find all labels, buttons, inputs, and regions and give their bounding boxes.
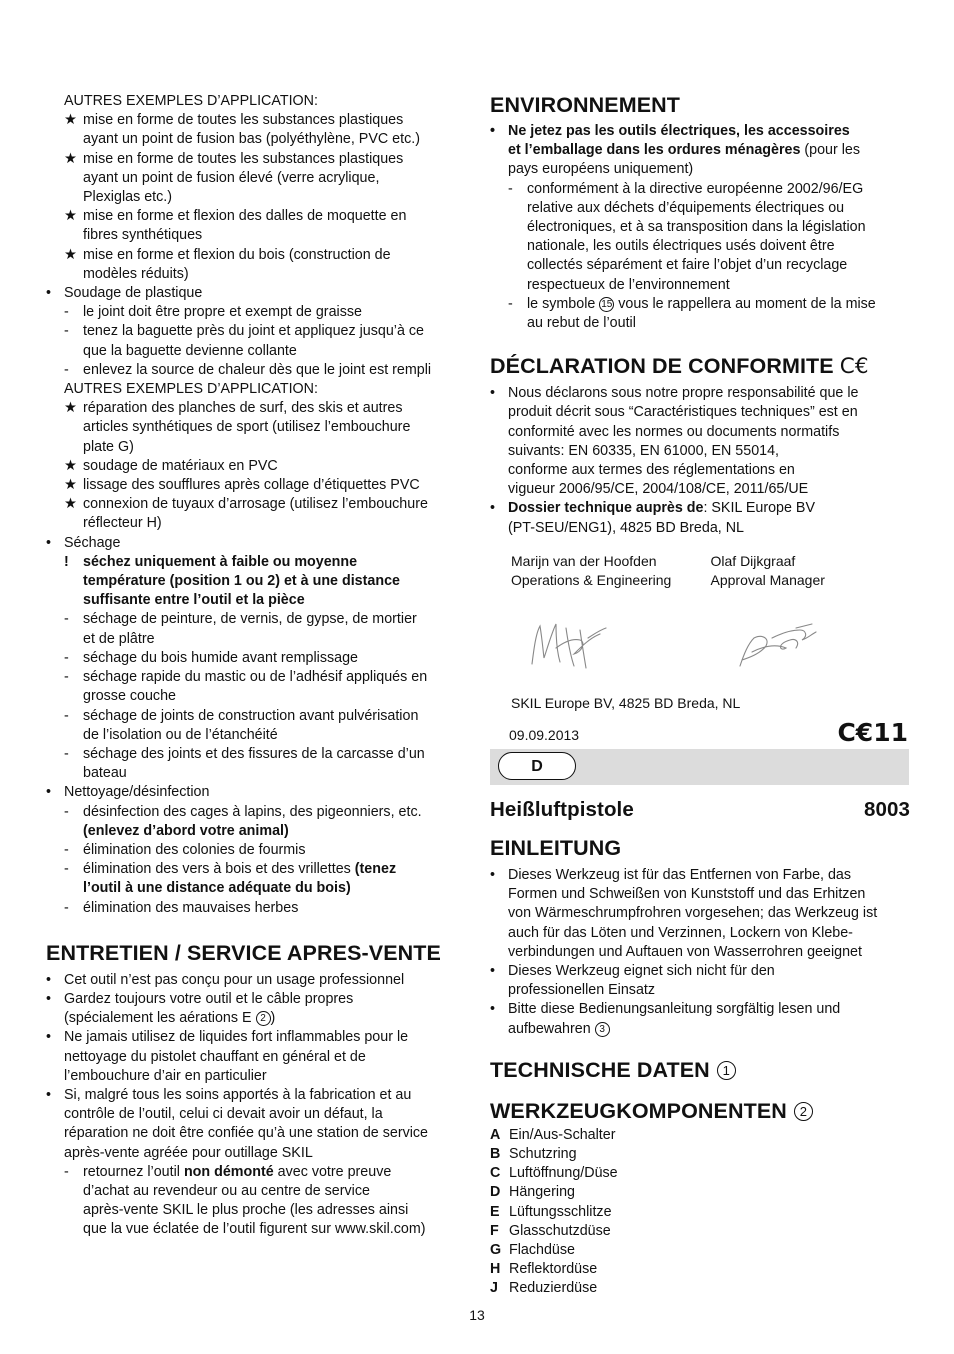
component-letter: G	[490, 1242, 502, 1259]
service-item-text: nettoyage du pistolet chauffant en général et de	[64, 1048, 366, 1065]
introduction-item	[490, 1020, 910, 1039]
application-example	[46, 457, 466, 476]
environment-item	[490, 160, 910, 179]
application-example	[46, 111, 466, 130]
conformity-heading-text: DÉCLARATION DE CONFORMITE	[490, 354, 834, 379]
conformity-item	[490, 461, 910, 480]
product-number: 8003	[863, 798, 910, 821]
cleaning-step	[46, 841, 466, 860]
dash-marker: -	[508, 180, 513, 197]
application-example-text: modèles réduits)	[83, 265, 189, 282]
warning-icon: !	[64, 553, 69, 570]
signatory-name: Olaf Dijkgraaf	[710, 552, 796, 569]
service-step-bold: non démonté	[183, 1163, 274, 1180]
dash-marker: -	[64, 649, 69, 666]
application-example-text: articles synthétiques de sport (utilisez l’embouchure	[83, 419, 411, 436]
star-bullet-icon: ★	[64, 150, 77, 167]
introduction-item	[490, 904, 910, 923]
bullet-icon: •	[490, 963, 496, 980]
figure-ref-icon: 2	[794, 1102, 813, 1121]
component-letter: A	[490, 1126, 501, 1143]
cleaning-step-text: élimination des colonies de fourmis	[83, 841, 306, 858]
environment-step	[490, 314, 910, 333]
component-letter: F	[490, 1222, 499, 1239]
conformity-item	[490, 384, 910, 403]
tool-components-heading	[490, 1098, 910, 1124]
bullet-icon: •	[490, 1001, 496, 1018]
cleaning-step	[46, 860, 466, 879]
spacer	[490, 1039, 910, 1057]
drying-warning	[46, 553, 466, 572]
environment-heading: ENVIRONNEMENT	[490, 93, 681, 117]
language-code-badge: D	[498, 752, 576, 780]
welding-item-text: Soudage de plastique	[64, 285, 203, 302]
page-number: 13	[469, 1307, 485, 1323]
bullet-icon: •	[46, 784, 52, 801]
cleaning-step	[46, 899, 466, 918]
dash-marker: -	[64, 304, 69, 321]
component-list-item	[490, 1279, 910, 1298]
star-bullet-icon: ★	[64, 457, 77, 474]
drying-warning-text: suffisante entre l’outil et la pièce	[83, 592, 305, 609]
welding-item	[46, 284, 466, 303]
other-examples-heading	[46, 380, 466, 399]
service-item	[46, 1086, 466, 1105]
application-example	[46, 476, 466, 495]
conformity-item-text: conformité avec les normes ou documents normatifs	[508, 423, 840, 440]
bullet-icon: •	[46, 1029, 52, 1046]
service-step	[46, 1163, 466, 1182]
conformity-item-bold: Dossier technique auprès de	[508, 500, 704, 517]
cleaning-item-text: Nettoyage/désinfection	[64, 784, 210, 801]
product-name: Heißluftpistole	[490, 798, 634, 821]
environment-step-text: vous le rappellera au moment de la mise	[614, 295, 876, 312]
spacer	[46, 918, 466, 940]
component-list-item	[490, 1203, 910, 1222]
service-item	[46, 1048, 466, 1067]
technical-data-heading	[490, 1057, 910, 1083]
spacer	[490, 1083, 910, 1098]
environment-step-text: le symbole	[527, 295, 600, 312]
bullet-icon: •	[46, 285, 52, 302]
introduction-item	[490, 866, 910, 885]
other-examples-heading-text: AUTRES EXEMPLES D’APPLICATION:	[64, 93, 318, 109]
drying-step-text: séchage de peinture, de vernis, de gypse, de mortier	[83, 611, 417, 628]
application-example-text: ayant un point de fusion bas (polyéthylène, PVC etc.)	[83, 131, 420, 148]
welding-step-text: tenez la baguette près du joint et appliquez jusqu’à ce	[83, 323, 424, 340]
service-step	[46, 1201, 466, 1220]
drying-step-text: et de plâtre	[83, 630, 155, 647]
signatories	[490, 552, 910, 590]
signature-1-icon	[532, 624, 606, 668]
service-step	[46, 1182, 466, 1201]
component-list-item	[490, 1260, 910, 1279]
component-list-item	[490, 1164, 910, 1183]
drying-item	[46, 534, 466, 553]
other-examples-heading-text: AUTRES EXEMPLES D’APPLICATION:	[64, 381, 318, 398]
spacer	[490, 333, 910, 353]
component-label: Hängering	[509, 1184, 575, 1201]
conformity-item-text: suivants: EN 60335, EN 61000, EN 55014,	[508, 442, 780, 459]
introduction-item-text: Bitte diese Bedienungsanleitung sorgfältig lesen und	[508, 1001, 841, 1018]
drying-step	[46, 726, 466, 745]
conformity-heading	[490, 353, 910, 380]
component-label: Reduzierdüse	[509, 1280, 598, 1297]
ce-mark-icon: C€	[839, 354, 869, 380]
introduction-item-text: Dieses Werkzeug ist für das Entfernen von Farbe, das	[508, 867, 852, 883]
conformity-item	[490, 499, 910, 518]
left-column	[46, 92, 466, 1240]
environment-step	[490, 256, 910, 275]
component-list-item	[490, 1222, 910, 1241]
welding-step	[46, 303, 466, 322]
application-example-text: réflecteur H)	[83, 515, 162, 532]
application-example	[46, 207, 466, 226]
application-example	[46, 514, 466, 533]
cleaning-step-note	[46, 879, 466, 898]
environment-step	[490, 180, 910, 199]
component-letter: J	[490, 1280, 498, 1297]
application-example-text: plate G)	[83, 438, 134, 455]
dash-marker: -	[64, 361, 69, 378]
service-item	[46, 1105, 466, 1124]
application-example-text: connexion de tuyaux d’arrosage (utilisez l’embouchure	[83, 496, 428, 513]
drying-step-text: séchage rapide du mastic ou de l’adhésif appliqués en	[83, 669, 428, 686]
environment-item-text: (pour les	[800, 142, 861, 159]
welding-step	[46, 322, 466, 341]
conformity-item	[490, 442, 910, 461]
figure-ref-icon: 1	[717, 1061, 736, 1080]
cleaning-step-bold: (tenez	[354, 861, 397, 878]
environment-step-text: collectés séparément et faire l’objet d’un recyclage	[527, 257, 848, 274]
service-step-text: avec votre preuve	[273, 1163, 392, 1180]
service-item	[46, 1009, 466, 1028]
service-step-text: retournez l’outil	[83, 1163, 184, 1180]
environment-step	[490, 199, 910, 218]
component-label: Reflektordüse	[509, 1261, 598, 1278]
signatory-2	[711, 552, 911, 590]
figure-ref-icon: 3	[595, 1022, 610, 1037]
service-heading: ENTRETIEN / SERVICE APRES-VENTE	[46, 940, 441, 965]
welding-step	[46, 361, 466, 380]
conformity-item-text: : SKIL Europe BV	[703, 500, 815, 517]
service-item	[46, 990, 466, 1009]
application-example-text: mise en forme et flexion du bois (construction de	[83, 246, 391, 263]
conformity-item-text: conforme aux termes des réglementations en	[508, 462, 795, 479]
welding-step	[46, 342, 466, 361]
signature-2-icon	[740, 624, 816, 666]
bullet-icon: •	[46, 990, 52, 1007]
service-step-text: après-vente SKIL le plus proche (les adresses ainsi	[83, 1202, 409, 1219]
component-label: Flachdüse	[509, 1242, 575, 1259]
introduction-item-text: auch für das Löten und Verzinnen, Lockern von Klebe-	[508, 924, 853, 941]
service-item	[46, 1028, 466, 1047]
component-label: Glasschutzdüse	[509, 1222, 611, 1239]
environment-item-text: Ne jetez pas les outils électriques, les accessoires	[508, 123, 850, 139]
service-item-text: Cet outil n’est pas conçu pour un usage professionnel	[64, 971, 405, 988]
component-list-item	[490, 1241, 910, 1260]
application-example	[46, 246, 466, 265]
dash-marker: -	[64, 803, 69, 820]
introduction-item	[490, 981, 910, 1000]
drying-step	[46, 745, 466, 764]
conformity-item	[490, 403, 910, 422]
star-bullet-icon: ★	[64, 246, 77, 263]
component-list-item	[490, 1183, 910, 1202]
service-item-text: Si, malgré tous les soins apportés à la fabrication et au	[64, 1086, 412, 1103]
environment-step-text: relative aux déchets d’équipements électriques ou	[527, 199, 845, 216]
bullet-icon: •	[490, 867, 496, 883]
bullet-icon: •	[46, 534, 52, 551]
application-example	[46, 495, 466, 514]
application-example	[46, 399, 466, 418]
conformity-item-text: vigueur 2006/95/CE, 2004/108/CE, 2011/65/UE	[508, 481, 809, 498]
dash-marker: -	[64, 707, 69, 724]
environment-item-bold: et l’emballage dans les ordures ménagères	[508, 142, 801, 159]
dash-marker: -	[64, 861, 69, 878]
figure-ref-icon: 2	[256, 1011, 271, 1026]
application-example-text: soudage de matériaux en PVC	[83, 457, 278, 474]
application-example	[46, 226, 466, 245]
right-column	[490, 92, 910, 747]
dash-marker: -	[508, 295, 513, 312]
product-title-row	[490, 797, 910, 823]
cleaning-step	[46, 803, 466, 822]
drying-warning	[46, 572, 466, 591]
application-example	[46, 188, 466, 207]
environment-item	[490, 122, 910, 141]
drying-step	[46, 707, 466, 726]
service-step-text: que la vue éclatée de l’outil figurent sur www.skil.com)	[83, 1221, 426, 1238]
service-step	[46, 1220, 466, 1239]
drying-warning	[46, 591, 466, 610]
conformity-item	[490, 519, 910, 538]
application-example	[46, 438, 466, 457]
environment-step-text: respectueux de l’environnement	[527, 276, 730, 293]
environment-step	[490, 295, 910, 314]
dash-marker: -	[64, 611, 69, 628]
bullet-icon: •	[46, 1086, 52, 1103]
application-example-text: mise en forme et flexion des dalles de moquette en	[83, 208, 407, 225]
drying-warning-text: température (position 1 ou 2) et à une distance	[83, 573, 400, 590]
service-item-text: contrôle de l’outil, celui ci devait avoir un défaut, la	[64, 1106, 383, 1123]
environment-step	[490, 218, 910, 237]
cleaning-step-note-text: (enlevez d’abord votre animal)	[83, 822, 289, 839]
spacer	[490, 823, 910, 835]
application-example-text: fibres synthétiques	[83, 227, 203, 244]
conformity-item-text: Nous déclarons sous notre propre responsabilité que le	[508, 385, 859, 402]
component-list-item	[490, 1145, 910, 1164]
introduction-item-text: professionellen Einsatz	[508, 982, 656, 999]
drying-step-text: séchage de joints de construction avant pulvérisation	[83, 707, 419, 724]
service-item-text: Gardez toujours votre outil et le câble propres	[64, 990, 354, 1007]
spacer	[490, 538, 910, 552]
introduction-item	[490, 962, 910, 981]
environment-item-text: pays européens uniquement)	[508, 161, 694, 178]
introduction-item	[490, 1000, 910, 1019]
application-example-text: mise en forme de toutes les substances plastiques	[83, 150, 404, 167]
drying-step	[46, 687, 466, 706]
signatory-title: Approval Manager	[710, 572, 825, 589]
drying-step	[46, 668, 466, 687]
company-address: SKIL Europe BV, 4825 BD Breda, NL	[511, 695, 741, 712]
cleaning-step-text: désinfection des cages à lapins, des pigeonniers, etc.	[83, 803, 422, 820]
introduction-item-text: verbindungen und Auftauen von Wasserrohren geeignet	[508, 943, 862, 960]
application-example-text: mise en forme de toutes les substances plastiques	[83, 112, 404, 129]
cleaning-step-text: élimination des mauvaises herbes	[83, 899, 299, 916]
drying-step-text: grosse couche	[83, 688, 176, 705]
welding-step-text: enlevez la source de chaleur dès que le joint est rempli	[83, 361, 432, 378]
component-list-item	[490, 1126, 910, 1145]
date-row	[490, 717, 910, 747]
drying-item-text: Séchage	[64, 534, 121, 551]
bullet-icon: •	[490, 385, 496, 402]
bullet-icon: •	[46, 971, 52, 988]
service-item	[46, 971, 466, 990]
component-letter: E	[490, 1203, 500, 1220]
service-item	[46, 1067, 466, 1086]
application-example	[46, 150, 466, 169]
cleaning-step-text: élimination des vers à bois et des vrillettes	[83, 861, 355, 878]
service-item-text: après-vente agréée pour outillage SKIL	[64, 1144, 313, 1161]
signatory-1	[511, 552, 711, 590]
welding-step-text: que la baguette devienne collante	[83, 342, 297, 359]
component-letter: C	[490, 1165, 501, 1182]
german-section	[490, 797, 910, 1299]
technical-data-heading-text: TECHNISCHE DATEN	[490, 1057, 710, 1082]
cleaning-item	[46, 783, 466, 802]
star-bullet-icon: ★	[64, 400, 77, 417]
introduction-item	[490, 885, 910, 904]
conformity-item	[490, 480, 910, 499]
star-bullet-icon: ★	[64, 477, 77, 494]
service-item	[46, 1144, 466, 1163]
environment-step-text: conformément à la directive européenne 2002/96/EG	[527, 180, 864, 197]
service-item-text: )	[270, 1010, 276, 1027]
drying-step-text: bateau	[83, 765, 127, 782]
service-item-text: l’embouchure d’air en particulier	[64, 1067, 267, 1084]
signatory-name: Marijn van der Hoofden	[511, 552, 657, 569]
dash-marker: -	[64, 899, 69, 916]
bullet-icon: •	[490, 500, 496, 517]
dash-marker: -	[64, 841, 69, 858]
application-example	[46, 169, 466, 188]
star-bullet-icon: ★	[64, 112, 77, 129]
service-step-text: d’achat au revendeur ou au centre de service	[83, 1182, 370, 1199]
conformity-item	[490, 423, 910, 442]
component-label: Ein/Aus-Schalter	[509, 1126, 616, 1143]
environment-step-text: au rebut de l’outil	[527, 315, 636, 332]
component-letter: H	[490, 1261, 501, 1278]
dash-marker: -	[64, 1163, 69, 1180]
drying-step	[46, 630, 466, 649]
component-letter: D	[490, 1184, 501, 1201]
introduction-item-text: Dieses Werkzeug eignet sich nicht für den	[508, 963, 775, 980]
dash-marker: -	[64, 669, 69, 686]
component-letter: B	[490, 1146, 501, 1163]
declaration-date: 09.09.2013	[509, 726, 580, 743]
language-bar	[490, 749, 909, 785]
environment-step-text: nationale, les outils électriques usés doivent être	[527, 238, 835, 255]
signature-area	[490, 608, 910, 684]
application-example-text: Plexiglas etc.)	[83, 189, 172, 206]
drying-step	[46, 610, 466, 629]
signatory-title: Operations & Engineering	[511, 572, 672, 589]
introduction-item-text: aufbewahren	[508, 1020, 595, 1037]
cleaning-step-note	[46, 822, 466, 841]
introduction-item-text: Formen und Schweißen von Kunststoff und das Erhitzen	[508, 886, 866, 903]
tool-components-heading-text: WERKZEUGKOMPONENTEN	[490, 1098, 787, 1123]
service-item-text: Ne jamais utilisez de liquides fort inflammables pour le	[64, 1029, 409, 1046]
symbol-ref-icon: 15	[601, 298, 613, 310]
introduction-heading: EINLEITUNG	[490, 836, 622, 860]
drying-step	[46, 764, 466, 783]
other-examples-heading	[46, 92, 466, 111]
environment-step	[490, 237, 910, 256]
environment-step	[490, 276, 910, 295]
service-item-text: (spécialement les aérations E	[64, 1010, 256, 1027]
handwritten-signatures	[490, 608, 910, 678]
drying-step-text: séchage du bois humide avant remplissage	[83, 649, 358, 666]
component-label: Schutzring	[509, 1146, 577, 1163]
introduction-item	[490, 924, 910, 943]
welding-step-text: le joint doit être propre et exempt de graisse	[83, 304, 362, 321]
service-item	[46, 1124, 466, 1143]
environment-item	[490, 141, 910, 160]
conformity-item-text: produit décrit sous “Caractéristiques techniques” est en	[508, 404, 858, 421]
application-example-text: lissage des soufflures après collage d’étiquettes PVC	[83, 477, 420, 494]
bullet-icon: •	[490, 123, 496, 139]
drying-warning-text: séchez uniquement à faible ou moyenne	[83, 553, 358, 570]
star-bullet-icon: ★	[64, 496, 77, 513]
service-item-text: réparation ne doit être confiée qu’à une station de service	[64, 1125, 429, 1142]
dash-marker: -	[64, 745, 69, 762]
dash-marker: -	[64, 323, 69, 340]
application-example	[46, 418, 466, 437]
environment-step-text: électroniques, et à sa transposition dans la législation	[527, 219, 866, 236]
application-example	[46, 265, 466, 284]
introduction-item	[490, 943, 910, 962]
cleaning-step-text: l’outil à une distance adéquate du bois)	[83, 880, 351, 897]
ce-mark-icon: C€11	[837, 717, 908, 747]
application-example	[46, 130, 466, 149]
drying-step	[46, 649, 466, 668]
star-bullet-icon: ★	[64, 208, 77, 225]
component-label: Luftöffnung/Düse	[509, 1165, 618, 1182]
drying-step-text: de l’isolation ou de l’étanchéité	[83, 726, 278, 743]
drying-step-text: séchage des joints et des fissures de la carcasse d’un	[83, 745, 425, 762]
component-label: Lüftungsschlitze	[509, 1203, 612, 1220]
introduction-item-text: von Wärmeschrumpfrohren vorgesehen; das Werkzeug ist	[508, 905, 878, 922]
conformity-item-text: (PT-SEU/ENG1), 4825 BD Breda, NL	[508, 519, 744, 536]
application-example-text: réparation des planches de surf, des skis et autres	[83, 400, 403, 417]
application-example-text: ayant un point de fusion élevé (verre acrylique,	[83, 169, 380, 186]
